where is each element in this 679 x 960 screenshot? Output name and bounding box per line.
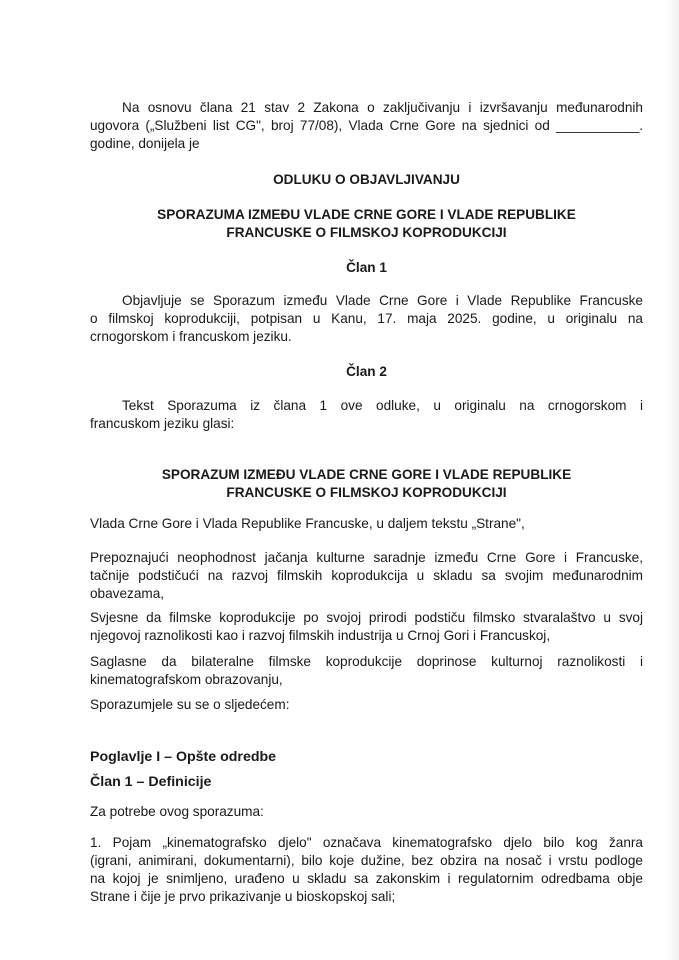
recital: [90, 609, 643, 645]
text-line: Prepoznajući neophodnost jačanja kulturne saradnje između Crne Gore i Francuske,: [90, 550, 643, 565]
text-line: kinematografskom obrazovanju,: [90, 672, 283, 687]
text-line: o filmskoj koprodukciji, potpisan u Kanu, 17. maja 2025. godine, u originalu na: [90, 311, 643, 326]
text-line: Objavljuje se Sporazum između Vlade Crne Gore i Vlade Republike Francuske: [122, 293, 643, 308]
article-1-heading: Član 1: [346, 260, 387, 275]
text-line: crnogorskom i francuskom jeziku.: [90, 329, 292, 344]
text-line: 1. Pojam „kinematografsko djelo" označava kinematografsko djelo bilo kog žanra: [90, 835, 643, 850]
text-line: (igrani, animirani, dokumentarni), bilo koje dužine, bez obzira na nosač i vrstu podloge: [90, 853, 643, 868]
decision-subtitle-line: FRANCUSKE O FILMSKOJ KOPRODUKCIJI: [226, 225, 507, 240]
text-line: Sporazumjele su se o sljedećem:: [90, 697, 290, 712]
decision-title: ODLUKU O OBJAVLJIVANJU: [273, 172, 460, 187]
agreement-title: [90, 466, 643, 502]
text-line: Saglasne da bilateralne filmske koprodukcije doprinose kulturnoj raznolikosti i: [90, 654, 643, 669]
definitions-intro: Za potrebe ovog sporazuma:: [90, 804, 264, 819]
agreement-title-line: SPORAZUM IZMEĐU VLADE CRNE GORE I VLADE REPUBLIKE: [161, 467, 572, 482]
text-line: obavezama,: [90, 586, 165, 601]
scan-edge-shadow: [665, 0, 679, 960]
recital: [90, 515, 643, 533]
preamble-line: ugovora („Službeni list CG", broj 77/08), Vlada Crne Gore na sjednici od ___________.: [90, 118, 643, 133]
recital: [90, 653, 643, 689]
article-2-text: [90, 397, 643, 433]
text-line: njegovoj raznolikosti kao i razvoj filmskih industrija u Crnoj Gori i Francuskoj,: [90, 628, 551, 643]
decision-subtitle: [90, 206, 643, 242]
text-line: francuskom jeziku glasi:: [90, 416, 235, 431]
text-line: Tekst Sporazuma iz člana 1 ove odluke, u originalu na crnogorskom i: [122, 398, 643, 413]
text-line: Svjesne da filmske koprodukcije po svojoj prirodi podstiču filmsko stvaralaštvo u svoj: [90, 610, 643, 625]
text-line: Strane i čije je prvo prikazivanje u bioskopskoj sali;: [90, 889, 396, 904]
definition-item-1: [90, 834, 643, 906]
preamble-line: godine, donijela je: [90, 136, 200, 151]
chapter-1-heading: Poglavlje I – Opšte odredbe: [90, 749, 277, 765]
decision-subtitle-line: SPORAZUMA IZMEĐU VLADE CRNE GORE I VLADE REPUBLIKE: [157, 207, 576, 222]
text-line: tačnije podstičući na razvoj filmskih koprodukcija u skladu sa svojim međunarodnim: [90, 568, 643, 583]
text-line: na kojoj je snimljeno, urađeno u skladu sa zakonskim i regulatornim odredbama obje: [90, 871, 643, 886]
preamble: [90, 99, 643, 153]
recital: [90, 696, 643, 714]
agreement-title-line: FRANCUSKE O FILMSKOJ KOPRODUKCIJI: [226, 485, 507, 500]
definitions-article-heading: Član 1 – Definicije: [90, 774, 212, 790]
article-2-heading: Član 2: [346, 364, 387, 379]
text-line: Vlada Crne Gore i Vlada Republike Francuske, u daljem tekstu „Strane",: [90, 516, 525, 531]
preamble-line: Na osnovu člana 21 stav 2 Zakona o zaključivanju i izvršavanju međunarodnih: [122, 100, 643, 115]
recital: [90, 549, 643, 603]
article-1-text: [90, 292, 643, 346]
